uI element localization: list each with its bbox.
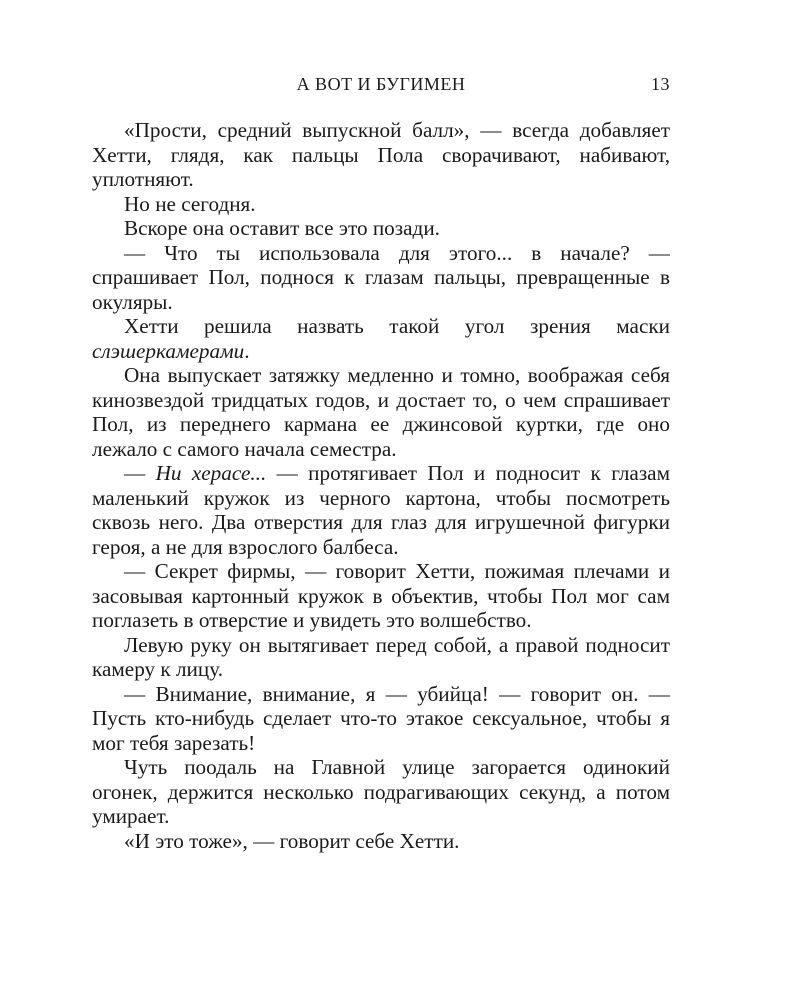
paragraph (92, 192, 670, 217)
paragraph (92, 118, 670, 192)
paragraph (92, 216, 670, 241)
paragraph (92, 829, 670, 854)
text-span: «Прости, средний выпускной балл», — всегда добавляет Хетти, глядя, как пальцы Пола сворачивают, набивают, уплотняют. (92, 118, 670, 191)
paragraph (92, 461, 670, 559)
text-span: «И это тоже», — говорит себе Хетти. (124, 828, 460, 853)
italic-text: Ни херасе... (155, 461, 267, 485)
text-span: Но не сегодня. (124, 191, 256, 216)
text-span: Хетти решила назвать такой угол зрения маски (124, 314, 670, 338)
text-span: — Секрет фирмы, — говорит Хетти, пожимая плечами и засовывая картонный кружок в объектив, чтобы Пол мог сам поглазеть в отверстие и увидеть это волшебство. (92, 559, 670, 632)
text-span: — протягивает Пол и подносит к глазам маленький кружок из черного картона, чтобы посмотреть сквозь него. Два отверстия для глаз для игрушечной фигурки героя, а не для взрослого балбеса. (92, 461, 670, 559)
text-span: — Внимание, внимание, я — убийца! — говорит он. — Пусть кто-нибудь сделает что-то этакое сексуальное, чтобы я мог тебя зарезать! (92, 681, 670, 755)
text-span: Она выпускает затяжку медленно и томно, воображая себя кинозвездой тридцатых годов, и достает то, о чем спрашивает Пол, из переднего кармана ее джинсовой куртки, где оно лежало с самого начала семестра. (92, 363, 670, 461)
running-title: А ВОТ И БУГИМЕН (296, 74, 466, 94)
paragraph (92, 682, 670, 756)
page-header (92, 74, 670, 100)
paragraph (92, 755, 670, 829)
paragraph (92, 559, 670, 633)
paragraph (92, 241, 670, 315)
text-span: Вскоре она оставит все это позади. (124, 216, 440, 240)
italic-text: слэшеркамерами (92, 338, 245, 363)
text-span: . (244, 338, 250, 363)
text-span: Левую руку он вытягивает перед собой, а правой подносит камеру к лицу. (92, 632, 670, 681)
text-span: Чуть поодаль на Главной улице загорается одинокий огонек, держится несколько подрагивающих секунд, а потом умирает. (92, 755, 670, 828)
body-text (92, 118, 670, 853)
page-number: 13 (651, 74, 670, 94)
paragraph (92, 633, 670, 682)
text-span: — (124, 461, 156, 485)
paragraph (92, 314, 670, 363)
text-span: — Что ты использовала для этого... в начале? — спрашивает Пол, поднося к глазам пальцы, превращенные в окуляры. (92, 240, 670, 314)
paragraph (92, 363, 670, 461)
